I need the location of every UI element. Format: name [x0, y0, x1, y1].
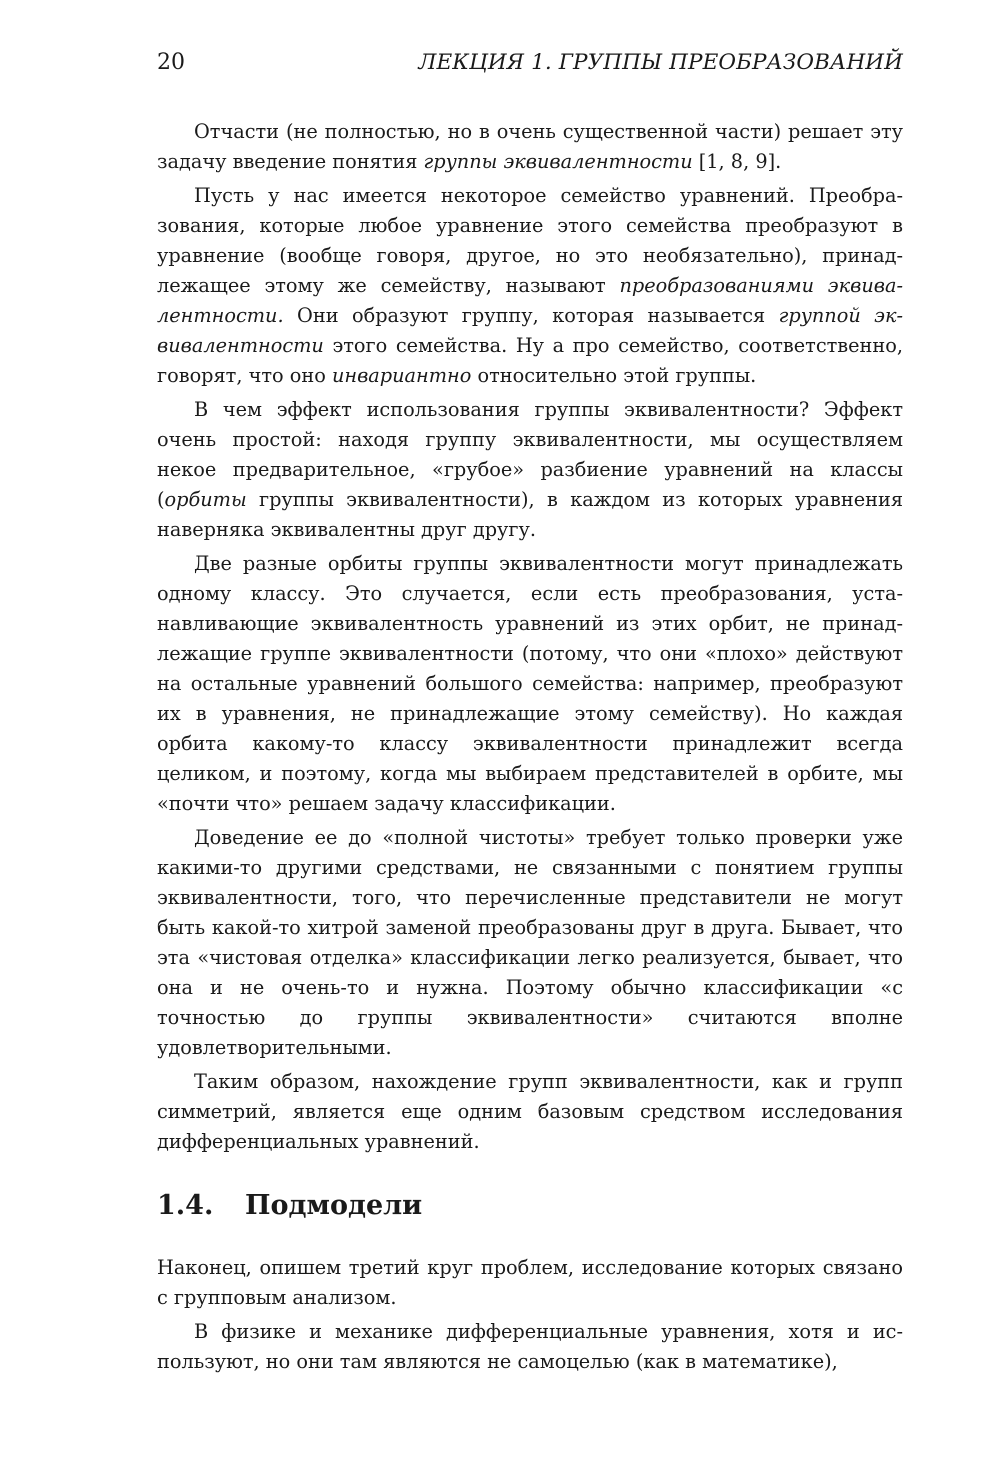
- text-run: В физике и механике дифференциальные уравнения, хотя и используют, но они там являются не самоцелью (как в математике),: [157, 1320, 903, 1373]
- paragraph: [157, 1317, 903, 1377]
- paragraph: [157, 1253, 903, 1313]
- text-run: В чем эффект использования группы эквивалентности? Эффект очень простой: находя группу эквивалентности, мы осуществляем некое предварительное, «грубое» разбиение уравнений на классы (: [157, 398, 903, 511]
- emphasized-term: орбиты: [164, 488, 247, 511]
- paragraph: [157, 395, 903, 545]
- text-run: Отчасти (не полностью, но в очень существенной части) решает эту задачу введение понятия: [157, 120, 903, 173]
- body-text: [157, 117, 903, 1157]
- section-number: 1.4.: [157, 1190, 214, 1221]
- paragraph: [157, 549, 903, 819]
- text-run: Пусть у нас имеется некоторое семейство уравнений. Преобразования, которые любое уравнение этого семейства преобразуют в уравнение (вообще говоря, другое, но это необязательно), принадлежащее этому же семейству, называют: [157, 184, 903, 297]
- text-run: этого семейства. Ну а про семейство, соответственно, говорят, что оно: [157, 334, 903, 387]
- text-run: Доведение ее до «полной чистоты» требует только проверки уже какими-то другими средствами, не связанными с понятием группы эквивалентности, того, что перечисленные представители не могут быть какой-то хитрой заменой преобразованы друг в друга. Бывает, что эта «чистовая отделка» классификации легко реализуется, бывает, что она и не очень-то и нужна. Поэтому обычно классификации «с точностью до группы эквивалентности» считаются вполне удовлетворительными.: [157, 826, 903, 1059]
- text-run: Они образуют группу, которая называется: [283, 304, 779, 327]
- text-run: группы эквивалентности), в каждом из которых уравнения наверняка эквивалентны друг другу.: [157, 488, 903, 541]
- paragraph: [157, 117, 903, 177]
- text-run: Наконец, опишем третий круг проблем, исследование которых связано с групповым анализом.: [157, 1256, 903, 1309]
- page-number: 20: [157, 50, 185, 75]
- emphasized-term: инвариантно: [331, 364, 472, 387]
- paragraph: [157, 823, 903, 1063]
- paragraph: [157, 1067, 903, 1157]
- emphasized-term: группы эквивалентности: [423, 150, 693, 173]
- running-head: [157, 50, 903, 80]
- text-run: относительно этой группы.: [471, 364, 757, 387]
- section-body: [157, 1253, 903, 1377]
- text-run: Две разные орбиты группы эквивалентности могут принадлежать одному классу. Это случается, если есть преобразования, устанавливающие эквивалентность уравнений из этих орбит, не принадлежащие группе эквивалентности (потому, что они «плохо» действуют на остальные уравнений большого семейства: например, преобразуют их в уравнения, не принадлежащие этому семейству). Но каждая орбита какому-то классу эквивалентности принадлежит всегда целиком, и поэтому, когда мы выбираем представителей в орбите, мы «почти что» решаем задачу классификации.: [157, 552, 903, 815]
- paragraph: [157, 181, 903, 391]
- text-run: Таким образом, нахождение групп эквивалентности, как и групп симметрий, является еще одним базовым средством исследования дифференциальных уравнений.: [157, 1070, 903, 1153]
- emphasized-term: преобразованиями эквивалентности.: [157, 274, 903, 327]
- running-title: ЛЕКЦИЯ 1. ГРУППЫ ПРЕОБРАЗОВАНИЙ: [418, 50, 903, 75]
- section-heading: [157, 1186, 422, 1226]
- emphasized-term: группой эквивалентности: [157, 304, 904, 357]
- section-title: Подмодели: [245, 1190, 423, 1221]
- text-run: [1, 8, 9].: [692, 150, 782, 173]
